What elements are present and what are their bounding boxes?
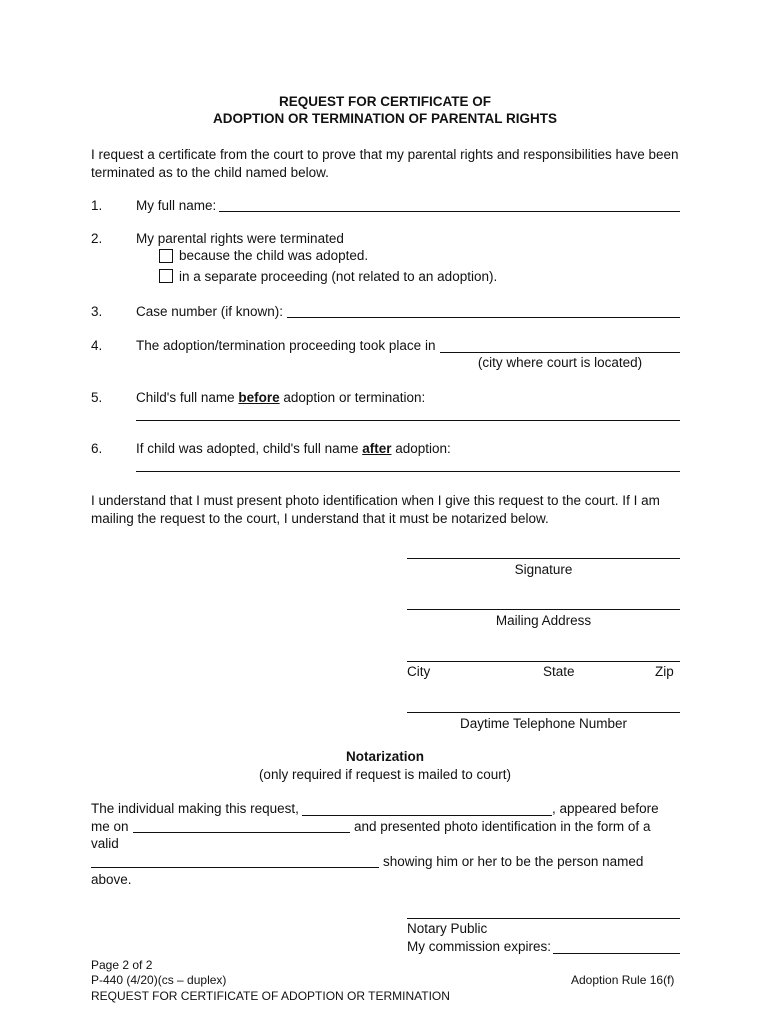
item-3-number: 3. (91, 304, 103, 319)
item-4-number: 4. (91, 338, 103, 353)
commission-expiration-field[interactable] (553, 953, 680, 954)
footer-rule: Adoption Rule 16(f) (571, 973, 675, 987)
item-6-number: 6. (91, 441, 103, 456)
name-before-field[interactable] (136, 420, 680, 421)
name-after-field[interactable] (136, 471, 680, 472)
signature-label: Signature (514, 562, 573, 577)
mailing-address-label: Mailing Address (495, 613, 592, 628)
notary-line-5-text: above. (91, 872, 132, 887)
telephone-field[interactable] (407, 712, 680, 713)
appearance-date-field[interactable] (133, 832, 350, 833)
mailing-address-field[interactable] (407, 609, 680, 610)
separate-proceeding-option-label: in a separate proceeding (not related to an adoption). (179, 269, 498, 284)
commission-expires-label: My commission expires: (407, 939, 552, 954)
item-5-label-post: adoption or termination: (279, 390, 426, 405)
item-4-label: The adoption/termination proceeding took place in (136, 338, 436, 353)
item-5-label-bold: before (238, 390, 280, 405)
item-6-label-post: adoption: (391, 441, 451, 456)
understand-text: I understand that I must present photo identification when I give this request to the court. If I am mailing the request to the court, I understand that it must be notarized below. (91, 493, 660, 526)
notary-line-2-end: and presented photo identification in the form of a (354, 819, 651, 834)
identification-field[interactable] (91, 867, 379, 868)
notarization-subheading: (only required if request is mailed to court) (258, 767, 512, 782)
item-4-sublabel: (city where court is located) (477, 355, 643, 370)
item-2-label: My parental rights were terminated (136, 231, 344, 246)
item-1-number: 1. (91, 198, 103, 213)
footer-form-number: P-440 (4/20)(cs – duplex) (91, 973, 227, 987)
notary-signature-field[interactable] (407, 918, 680, 919)
notary-public-label: Notary Public (407, 921, 488, 936)
state-label: State (543, 664, 575, 679)
item-2-number: 2. (91, 231, 103, 246)
notary-line-3-text: valid (91, 836, 119, 851)
adopted-checkbox[interactable] (159, 249, 173, 263)
requester-name-field[interactable] (302, 815, 552, 816)
full-name-field[interactable] (219, 211, 680, 212)
item-5-label-pre: Child's full name (136, 390, 239, 405)
footer-form-title: REQUEST FOR CERTIFICATE OF ADOPTION OR TERMINATION (91, 989, 450, 1003)
case-number-field[interactable] (287, 317, 680, 318)
item-5-number: 5. (91, 390, 103, 405)
notary-line-4-end: showing him or her to be the person named (383, 854, 644, 869)
city-state-zip-field[interactable] (407, 661, 680, 662)
title-line-1: REQUEST FOR CERTIFICATE OF (279, 94, 491, 109)
item-6-label (136, 441, 451, 456)
item-6-label-pre: If child was adopted, child's full name (136, 441, 363, 456)
city-label: City (407, 664, 431, 679)
adopted-option-label: because the child was adopted. (179, 248, 369, 263)
item-5-label (136, 390, 425, 405)
signature-field[interactable] (407, 558, 680, 559)
notarization-heading: Notarization (345, 749, 424, 764)
proceeding-city-field[interactable] (440, 352, 680, 353)
footer-page-number: Page 2 of 2 (91, 958, 153, 972)
zip-label: Zip (655, 664, 674, 679)
intro-text: I request a certificate from the court to prove that my parental rights and responsibilities have been terminated as to the child named below. (91, 147, 679, 180)
item-1-label: My full name: (136, 198, 217, 213)
title-line-2: ADOPTION OR TERMINATION OF PARENTAL RIGHTS (213, 111, 557, 126)
item-3-label: Case number (if known): (136, 304, 284, 319)
item-6-label-bold: after (362, 441, 392, 456)
separate-proceeding-checkbox[interactable] (159, 269, 173, 283)
notary-line-2-text: me on (91, 819, 129, 834)
notary-line-1-text: The individual making this request, (91, 801, 299, 816)
notary-line-1-end: , appeared before (552, 801, 659, 816)
telephone-label: Daytime Telephone Number (459, 716, 628, 731)
